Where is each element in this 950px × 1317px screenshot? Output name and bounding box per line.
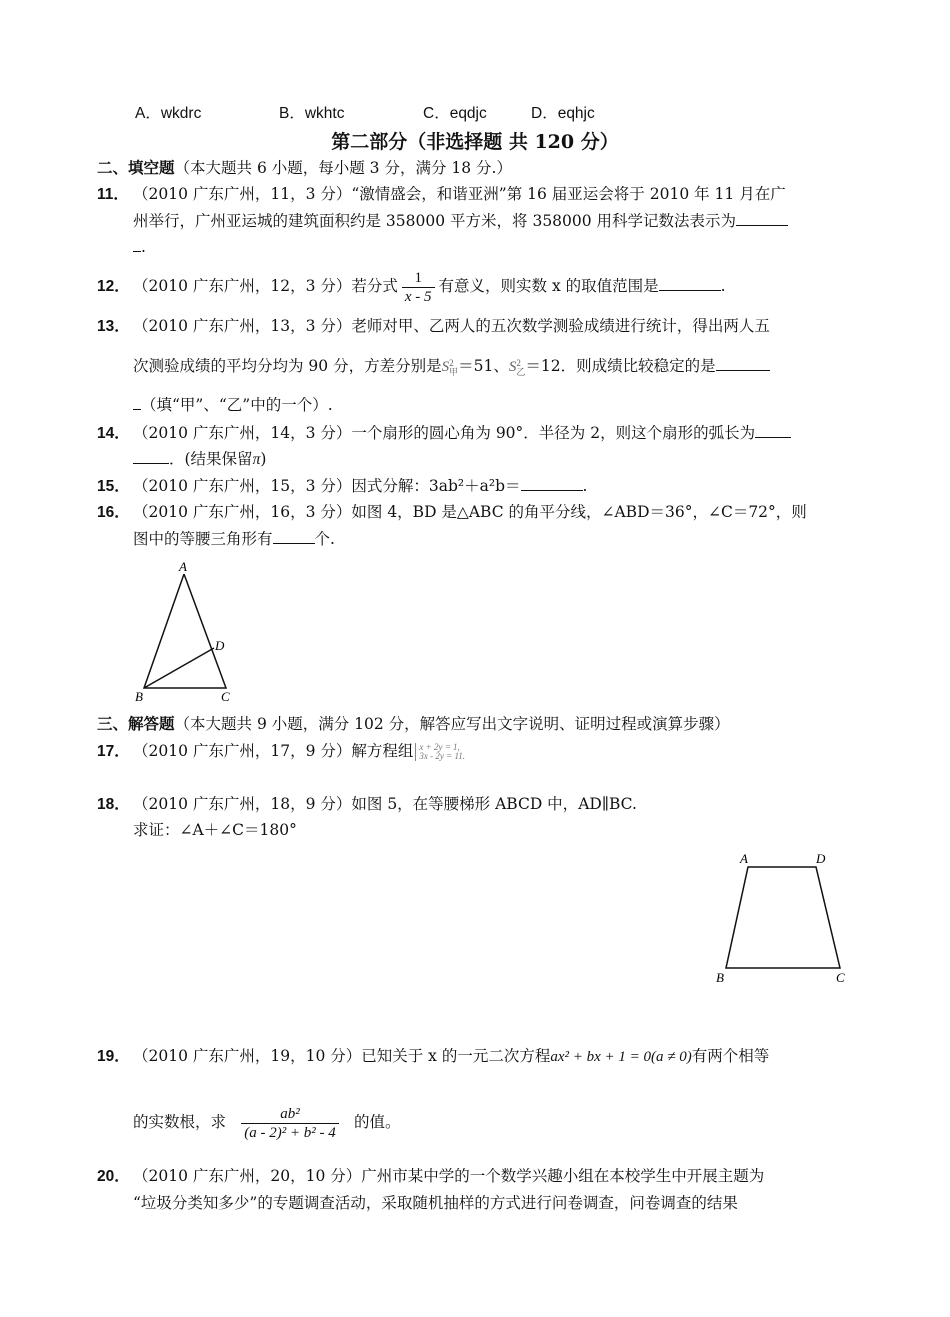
q18-line1: 18． （2010 广东广州，18，9 分）如图 5，在等腰梯形 ABCD 中，AD∥BC. xyxy=(97,795,637,813)
q13-line1: 13． （2010 广东广州，13，3 分）老师对甲、乙两人的五次数学测验成绩进行统计，得出两人五 xyxy=(97,317,770,335)
fig5-label-c: C xyxy=(836,970,845,985)
q13-line2: 次测验成绩的平均分均为 90 分，方差分别是S 2 甲 ＝51、S 2 乙 ＝12．则成绩比较稳定的是 xyxy=(133,356,770,377)
q11-line3: . xyxy=(133,237,146,257)
option-c: C．eqdjc xyxy=(423,105,487,122)
q19-line2: 的实数根，求 $\frac{\text{ab²}}{\text{(a - 2)² + b² - 4}}$ 的值。 xyxy=(133,1105,401,1141)
q19-equation: ax² + bx + 1 = 0(a ≠ 0) xyxy=(550,1049,692,1065)
solve-section-heading: 三、解答题（本大题共 9 小题，满分 102 分，解答应写出文字说明、证明过程或演算步骤） xyxy=(97,714,730,733)
q19-fraction: $\frac{\text{ab²}}{\text{(a - 2)² + b² - 4}}$ xyxy=(230,1105,350,1142)
q12-line: 12． （2010 广东广州，12，3 分）若分式 $\frac{1}{x - 5}$ 有意义，则实数 x 的取值范围是 . xyxy=(97,269,726,305)
q20-line1: 20． （2010 广东广州，20，10 分）广州市某中学的一个数学兴趣小组在本校学生中开展主题为 xyxy=(97,1167,765,1185)
fig5-label-b: B xyxy=(716,970,724,985)
q12-fraction: $\frac{1}{x - 5}$ xyxy=(402,269,435,306)
q13-answer-blank[interactable] xyxy=(716,356,770,371)
fig5-label-a: A xyxy=(740,851,748,866)
q14-line1: 14． （2010 广东广州，14，3 分）一个扇形的圆心角为 90°．半径为 2，则这个扇形的弧长为 xyxy=(97,423,791,444)
q15-answer-blank[interactable] xyxy=(521,476,583,491)
q12-answer-blank[interactable] xyxy=(659,276,721,291)
q18-line2: 求证：∠A＋∠C＝180° xyxy=(133,821,297,839)
figure-5-trapezoid xyxy=(710,845,860,990)
q13-line3: （填“甲”、“乙”中的一个）. xyxy=(133,395,333,415)
q17-equation-system: x + 2y = 1, 3x - 2y = 11. xyxy=(415,743,465,761)
fill-section-heading: 二、填空题（本大题共 6 小题，每小题 3 分，满分 18 分.） xyxy=(97,158,512,177)
option-d: D．eqhjc xyxy=(531,105,595,122)
q17-line: 17． （2010 广东广州，17，9 分）解方程组 x + 2y = 1, 3x - 2y = 11. xyxy=(97,742,466,761)
q14-line2: ．(结果保留π) xyxy=(133,449,266,470)
fig4-label-b: B xyxy=(135,689,143,704)
q19-line1: 19． （2010 广东广州，19，10 分）已知关于 x 的一元二次方程ax² + bx + 1 = 0(a ≠ 0)有两个相等 xyxy=(97,1047,770,1065)
option-b: B．wkhtc xyxy=(279,105,345,122)
q15-line: 15． （2010 广东广州，15，3 分）因式分解：3ab²＋a²b＝ . xyxy=(97,477,588,495)
fig4-label-d: D xyxy=(215,638,225,653)
figure-4-triangle xyxy=(130,555,240,705)
q14-answer-blank[interactable] xyxy=(755,423,791,438)
q11-line1: 11． （2010 广东广州，11，3 分）“激情盛会，和谐亚洲”第 16 届亚运会将于 2010 年 11 月在广 xyxy=(97,185,786,203)
q20-line2: “垃圾分类知多少”的专题调查活动，采取随机抽样的方式进行问卷调查，问卷调查的结果 xyxy=(133,1194,738,1212)
q11-answer-blank[interactable] xyxy=(736,211,788,226)
q16-line2: 图中的等腰三角形有 个. xyxy=(133,530,335,548)
q16-line1: 16． （2010 广东广州，16，3 分）如图 4，BD 是△ABC 的角平分线，∠ABD＝36°，∠C＝72°，则 xyxy=(97,503,807,521)
q11-line2: 州举行，广州亚运城的建筑面积约是 358000 平方米，将 358000 用科学记数法表示为 xyxy=(133,211,788,231)
part2-title: 第二部分（非选择题 共 120 分） xyxy=(331,131,619,153)
options-row xyxy=(135,104,595,124)
fig4-label-a: A xyxy=(179,559,187,574)
option-a: A．wkdrc xyxy=(135,105,202,122)
fig5-label-d: D xyxy=(816,851,826,866)
fig4-label-c: C xyxy=(221,689,230,704)
q16-answer-blank[interactable] xyxy=(273,529,315,544)
